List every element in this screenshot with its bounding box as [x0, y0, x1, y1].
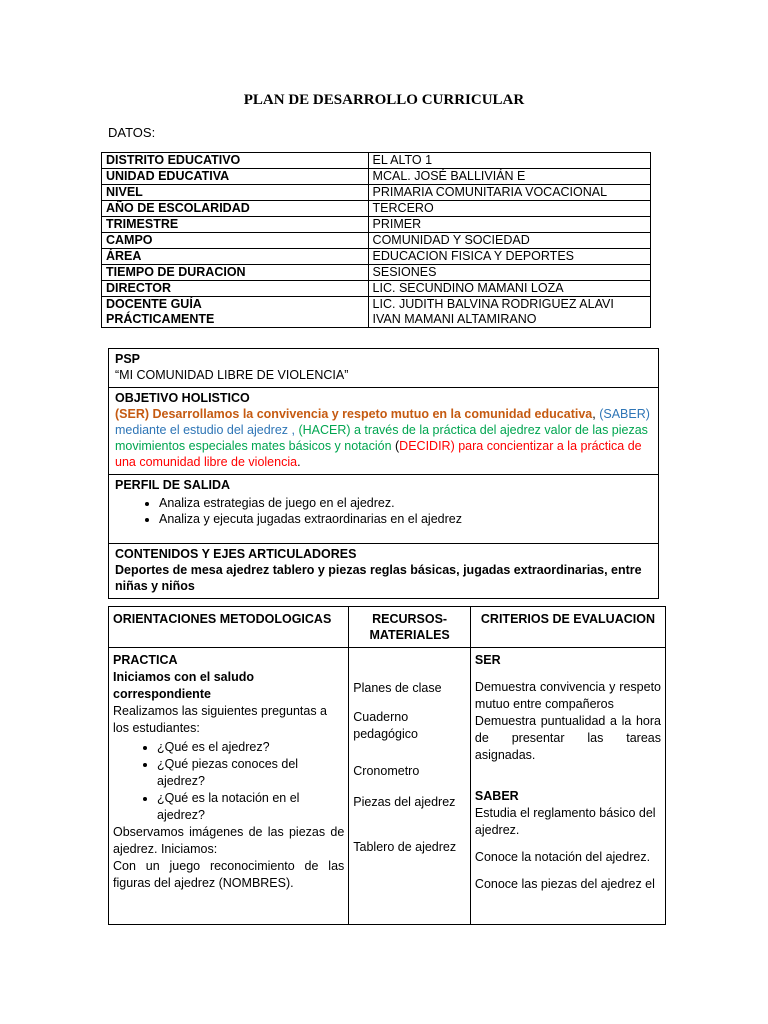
field-label: AÑO DE ESCOLARIDAD	[102, 201, 369, 217]
table-row	[109, 349, 659, 388]
field-label: DISTRITO EDUCATIVO	[102, 153, 369, 169]
table-header-row	[109, 607, 666, 648]
questions-list	[113, 739, 344, 824]
objetivo-decidir: DECIDIR) para concientizar a la práctica de una comunidad libre de violencia	[115, 439, 642, 469]
list-item: • ¿Qué es el ajedrez?	[157, 739, 344, 756]
table-row	[102, 153, 651, 169]
recursos-cell	[349, 648, 471, 925]
spacer	[475, 839, 661, 849]
field-label: NIVEL	[102, 185, 369, 201]
objetivo-text	[115, 406, 652, 470]
resource-item: Cronometro	[353, 764, 420, 778]
objetivo-hacer: (HACER) a través de la práctica del ajedrez valor de las piezas movimientos especiales mates básicos y notación	[115, 423, 648, 453]
spacer	[475, 866, 661, 876]
table-row	[102, 217, 651, 233]
contenidos-label: CONTENIDOS Y EJES ARTICULADORES	[115, 547, 357, 561]
field-label: ÁREA	[102, 249, 369, 265]
resource-item: Planes de clase	[353, 681, 442, 695]
closing-text-1: Observamos imágenes de las piezas de ajedrez. Iniciamos:	[113, 825, 345, 856]
table-row	[102, 265, 651, 281]
field-value-line: LIC. JUDITH BALVINA RODRIGUEZ ALAVI	[372, 297, 614, 311]
list-item: • Analiza estrategias de juego en el ajedrez.	[159, 495, 652, 511]
objetivo-end: .	[297, 455, 301, 469]
table-row	[102, 169, 651, 185]
document-title: PLAN DE DESARROLLO CURRICULAR	[243, 92, 525, 108]
table-row	[102, 281, 651, 297]
header-criterios: CRITERIOS DE EVALUACION	[470, 607, 665, 648]
objetivo-ser: (SER) Desarrollamos la convivencia y respeto mutuo en la comunidad educativa	[115, 407, 593, 421]
field-value: PRIMARIA COMUNITARIA VOCACIONAL	[368, 185, 650, 201]
resource-item: Cuaderno pedagógico	[353, 710, 418, 741]
spacer	[475, 669, 661, 679]
objetivo-paren: (	[391, 439, 400, 453]
list-item: • Analiza y ejecuta jugadas extraordinarias en el ajedrez	[159, 511, 652, 527]
field-label: DIRECTOR	[102, 281, 369, 297]
field-label-line: DOCENTE GUÍA	[106, 297, 202, 311]
field-label: CAMPO	[102, 233, 369, 249]
saber-item: Estudia el reglamento básico del ajedrez.	[474, 806, 656, 837]
field-label-line: PRÁCTICAMENTE	[106, 312, 215, 326]
resource-item: Piezas del ajedrez	[353, 795, 456, 809]
table-row	[109, 388, 659, 475]
info-table	[101, 152, 651, 328]
perfil-list	[115, 495, 652, 527]
header-recursos: RECURSOS-MATERIALES	[349, 607, 471, 648]
saber-item: Conoce la notación del ajedrez.	[474, 850, 651, 864]
contenidos-text: Deportes de mesa ajedrez tablero y piezas reglas básicas, jugadas extraordinarias, entre niñas y niños	[115, 563, 642, 593]
table-row	[109, 544, 659, 599]
table-row	[102, 297, 651, 328]
plan-sections-table	[108, 348, 659, 599]
datos-label: DATOS:	[108, 125, 156, 140]
practica-label: PRACTICA	[113, 653, 178, 667]
table-row	[102, 249, 651, 265]
table-row	[109, 475, 659, 544]
closing-text-2: Con un juego reconocimiento de las figuras del ajedrez (NOMBRES).	[113, 859, 345, 890]
list-item: • ¿Qué piezas conoces del ajedrez?	[157, 756, 344, 790]
field-value: COMUNIDAD Y SOCIEDAD	[368, 233, 650, 249]
psp-label: PSP	[115, 352, 141, 366]
psp-text: “MI COMUNIDAD LIBRE DE VIOLENCIA”	[115, 368, 349, 382]
table-row	[102, 233, 651, 249]
objetivo-comma: ,	[592, 407, 600, 421]
orientaciones-cell	[109, 648, 349, 925]
ser-item: Demuestra convivencia y respeto mutuo entre compañeros	[474, 680, 661, 711]
field-value	[368, 297, 650, 328]
saber-item: Conoce las piezas del ajedrez el	[474, 877, 655, 891]
field-value: EDUCACION FISICA Y DEPORTES	[368, 249, 650, 265]
objetivo-cell	[109, 388, 659, 475]
table-row	[102, 185, 651, 201]
field-value: SESIONES	[368, 265, 650, 281]
header-orientaciones: ORIENTACIONES METODOLOGICAS	[109, 607, 349, 648]
criterios-cell	[470, 648, 665, 925]
field-value: TERCERO	[368, 201, 650, 217]
intro-bold: Iniciamos con el saludo correspondiente	[113, 670, 255, 701]
perfil-cell	[109, 475, 659, 544]
psp-cell	[109, 349, 659, 388]
field-label: UNIDAD EDUCATIVA	[102, 169, 369, 185]
field-label: TIEMPO DE DURACION	[102, 265, 369, 281]
field-label: TRIMESTRE	[102, 217, 369, 233]
intro-text: Realizamos las siguientes preguntas a los estudiantes:	[113, 704, 328, 735]
ser-label: SER	[474, 653, 501, 667]
spacer	[475, 764, 661, 788]
evaluation-table	[108, 606, 666, 925]
saber-label: SABER	[474, 789, 519, 803]
ser-item: Demuestra puntualidad a la hora de presentar las tareas asignadas.	[474, 714, 661, 762]
perfil-label: PERFIL DE SALIDA	[115, 478, 231, 492]
field-value: MCAL. JOSÉ BALLIVIÁN E	[368, 169, 650, 185]
table-row	[109, 648, 666, 925]
resource-item: Tablero de ajedrez	[353, 840, 457, 854]
field-value-line: IVAN MAMANI ALTAMIRANO	[372, 312, 537, 326]
field-value: EL ALTO 1	[368, 153, 650, 169]
field-value: LIC. SECUNDINO MAMANI LOZA	[368, 281, 650, 297]
contenidos-cell	[109, 544, 659, 599]
field-value: PRIMER	[368, 217, 650, 233]
objetivo-label: OBJETIVO HOLISTICO	[115, 391, 250, 405]
list-item: • ¿Qué es la notación en el ajedrez?	[157, 790, 344, 824]
objetivo-saber: (SABER) mediante el estudio del ajedrez ,	[115, 407, 650, 437]
table-row	[102, 201, 651, 217]
field-label	[102, 297, 369, 328]
